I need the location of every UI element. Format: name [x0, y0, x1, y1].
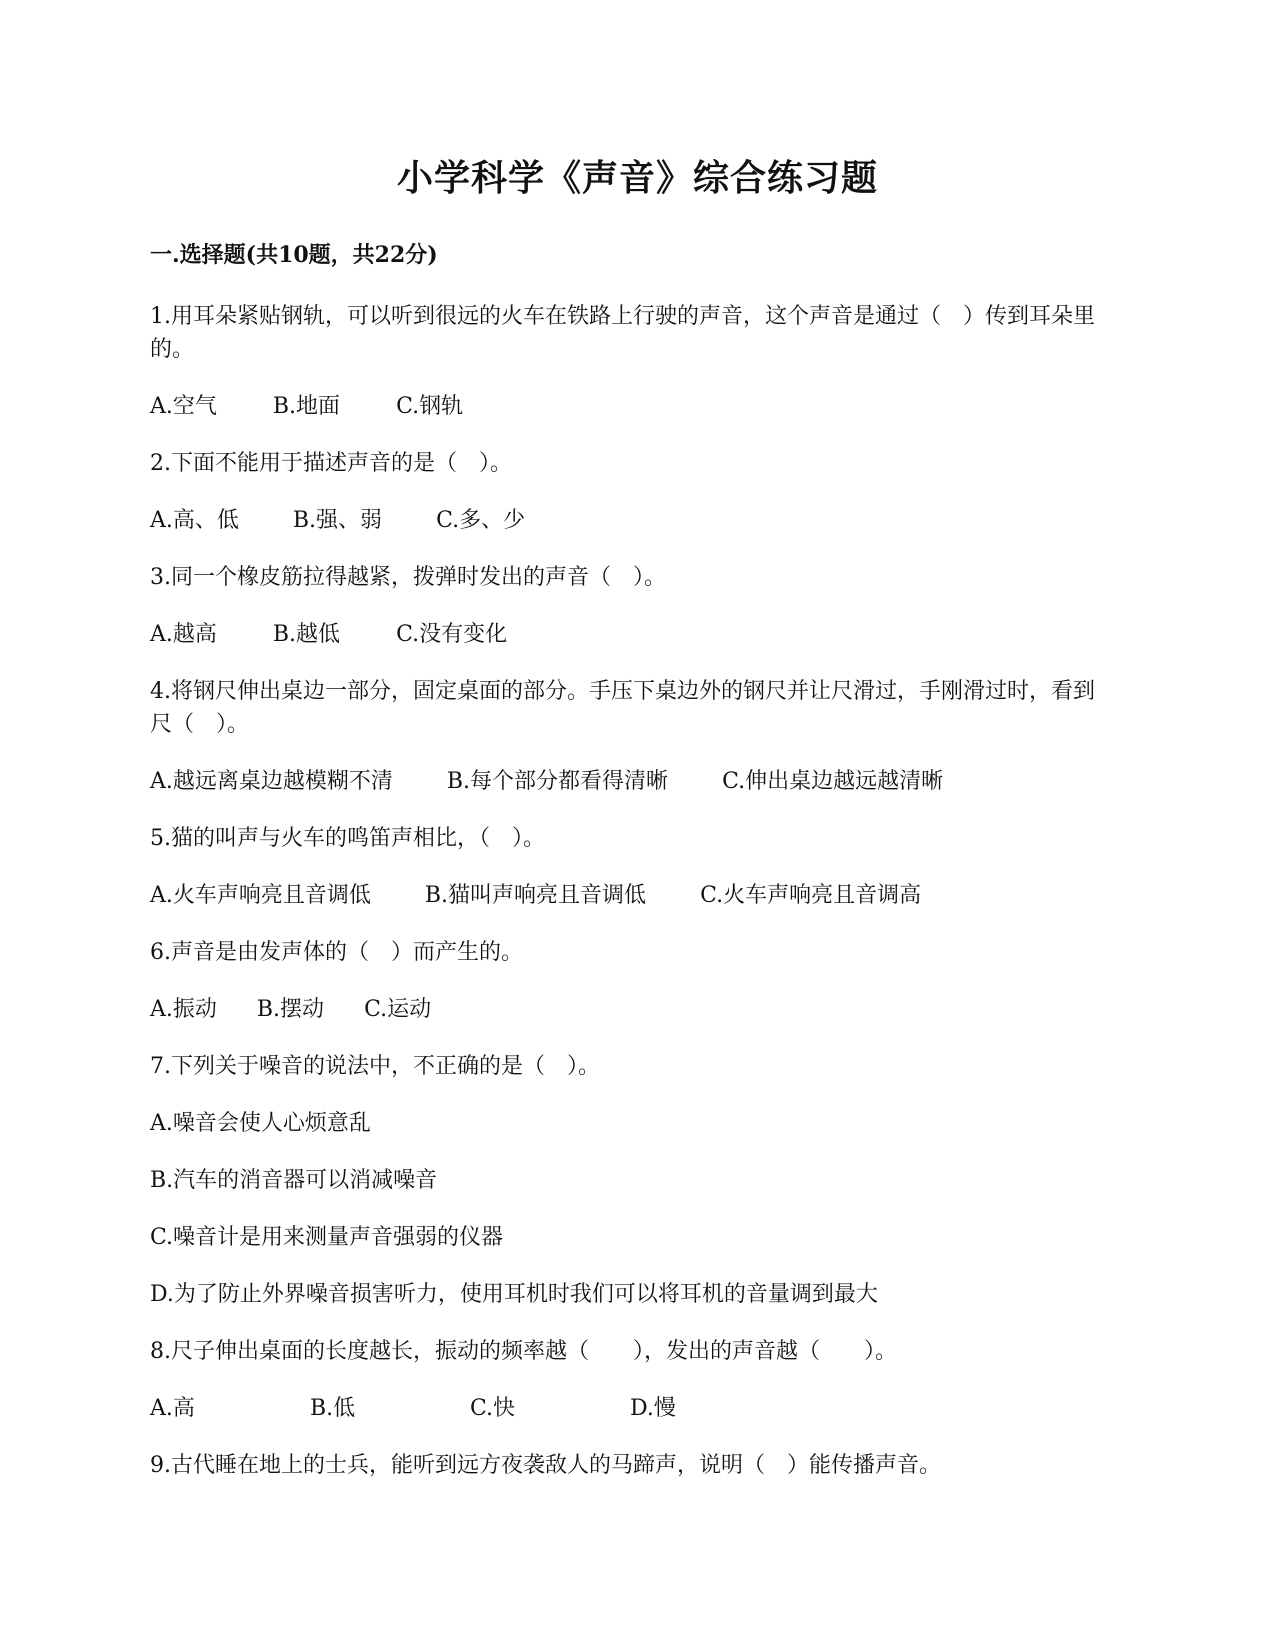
option-c: C.运动	[364, 997, 432, 1022]
question-7	[150, 1050, 1110, 1083]
question-2-options	[150, 504, 1110, 537]
option-d: D.慢	[630, 1396, 676, 1421]
option-b: B.越低	[272, 622, 341, 647]
question-8-options	[150, 1392, 1110, 1425]
option-c: C.快	[470, 1396, 516, 1421]
question-1	[150, 300, 1110, 366]
option-c: C.火车声响亮且音调高	[700, 883, 922, 908]
option-a: A.高、低	[150, 508, 239, 533]
option-b: B.猫叫声响亮且音调低	[424, 883, 647, 908]
option-c: C.伸出桌边越远越清晰	[722, 769, 944, 794]
option-c: C.噪音计是用来测量声音强弱的仪器	[150, 1225, 504, 1250]
question-stem: 7.下列关于噪音的说法中，不正确的是（ ）。	[150, 1054, 600, 1079]
option-b: B.汽车的消音器可以消减噪音	[150, 1168, 438, 1193]
option-a: A.火车声响亮且音调低	[150, 883, 371, 908]
question-9	[150, 1449, 1110, 1482]
option-b: B.每个部分都看得清晰	[446, 769, 669, 794]
question-2	[150, 447, 1110, 480]
question-stem: 4.将钢尺伸出桌边一部分，固定桌面的部分。手压下桌边外的钢尺并让尺滑过，手刚滑过时，看到尺（ ）。	[150, 679, 1095, 737]
option-b: B.地面	[272, 394, 341, 419]
option-a: A.高	[150, 1396, 195, 1421]
question-stem: 2.下面不能用于描述声音的是（ ）。	[150, 451, 512, 476]
option-b: B.强、弱	[292, 508, 383, 533]
option-b: B.低	[310, 1396, 356, 1421]
question-6	[150, 936, 1110, 969]
question-4-options	[150, 765, 1110, 798]
question-5	[150, 822, 1110, 855]
question-stem: 9.古代睡在地上的士兵，能听到远方夜袭敌人的马蹄声，说明（ ）能传播声音。	[150, 1453, 941, 1478]
option-a: A.噪音会使人心烦意乱	[150, 1111, 371, 1136]
question-stem: 1.用耳朵紧贴钢轨，可以听到很远的火车在铁路上行驶的声音，这个声音是通过（ ）传到耳朵里的。	[150, 304, 1095, 362]
option-b: B.摆动	[256, 997, 325, 1022]
question-stem: 5.猫的叫声与火车的鸣笛声相比，（ ）。	[150, 826, 545, 851]
section-heading: 一.选择题(共10题，共22分)	[150, 242, 438, 268]
option-a: A.空气	[150, 394, 217, 419]
question-3	[150, 561, 1110, 594]
option-a: A.越高	[150, 622, 217, 647]
question-8	[150, 1335, 1110, 1368]
option-d: D.为了防止外界噪音损害听力，使用耳机时我们可以将耳机的音量调到最大	[150, 1282, 878, 1307]
question-4	[150, 675, 1110, 741]
document-title: 小学科学《声音》综合练习题	[396, 157, 878, 199]
question-7-options	[150, 1107, 1110, 1311]
question-stem: 3.同一个橡皮筋拉得越紧，拨弹时发出的声音（ ）。	[150, 565, 666, 590]
option-a: A.越远离桌边越模糊不清	[150, 769, 393, 794]
question-stem: 6.声音是由发声体的（ ）而产生的。	[150, 940, 523, 965]
option-c: C.没有变化	[396, 622, 508, 647]
question-stem: 8.尺子伸出桌面的长度越长，振动的频率越（ ），发出的声音越（ ）。	[150, 1339, 897, 1364]
question-3-options	[150, 618, 1110, 651]
option-c: C.钢轨	[396, 394, 464, 419]
question-1-options	[150, 390, 1110, 423]
question-6-options	[150, 993, 1110, 1026]
option-a: A.振动	[150, 997, 217, 1022]
question-5-options	[150, 879, 1110, 912]
option-c: C.多、少	[436, 508, 526, 533]
question-list	[150, 300, 1110, 1506]
